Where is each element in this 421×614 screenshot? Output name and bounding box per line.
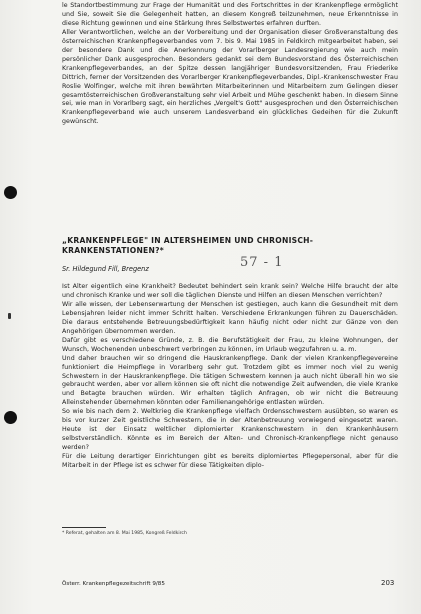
- paragraph: Dafür gibt es verschiedene Gründe, z. B. die Berufstätigkeit der Frau, zu kleine Wohnungen, der Wunsch, Wochenenden unbeschwert verbringen zu können, im Urlaub wegzufahren u. a. m.: [62, 336, 398, 353]
- article-body: [62, 283, 398, 471]
- paragraph: le Standortbestimmung zur Frage der Humanität und des Fortschrittes in der Krankenpflege ermöglicht und Sie, soweit Sie die Gelegenheit hatten, an diesem Kongreß teilzunehmen, neue Erkenntnisse in diese Richtung gewinnen und eine Stärkung Ihres Selbstwertes erfahren durften.: [62, 2, 398, 27]
- paragraph: So wie bis nach dem 2. Weltkrieg die Krankenpflege vielfach Ordensschwestern ausübten, so waren es bis vor kurzer Zeit geistliche Schwestern, die in der Altenbetreuung vorwiegend eingesetzt waren. Heute ist der Einsatz weltlicher diplomierter Krankenschwestern in den Krankenhäusern selbstverständlich. Könnte es im Bereich der Alten- und Chronisch-Krankenpflege nicht genauso werden?: [62, 408, 398, 452]
- journal-footer: Österr. Krankenpflegezeitschrift 9/85: [62, 581, 165, 587]
- footnote: * Referat, gehalten am 8. Mai 1985, Kongreß Feldkirch: [62, 531, 187, 536]
- paragraph: Und daher brauchen wir so dringend die Hauskrankenpflege. Dank der vielen Krankenpflegevereine funktioniert die Heimpflege in Vorarlberg sehr gut. Trotzdem gibt es immer noch viel zu wenig Schwestern in der Hauskrankenpflege. Die tätigen Schwestern kennen ja auch nicht überall hin wo sie gebraucht werden, aber vor allem können sie oft nicht die notwendige Zeit aufwenden, die viele Kranke und Betagte brauchen würden. Wir erhalten täglich Anfragen, ob wir nicht die Betreuung Alleinstehender übernehmen könnten oder Familienangehörige entlasten würden.: [62, 354, 398, 407]
- paragraph: Ist Alter eigentlich eine Krankheit? Bedeutet behindert sein krank sein? Welche Hilfe braucht der alte und chronisch Kranke und wer soll die täglichen Dienste und Hilfen an diesen Menschen verrichten?: [62, 283, 398, 299]
- margin-mark: [8, 313, 11, 319]
- article-author: Sr. Hildegund Fill, Bregenz: [62, 265, 149, 273]
- article-heading: „KRANKENPFLEGE" IN ALTERSHEIMEN UND CHRONISCH-KRANKENSTATIONEN?*: [62, 236, 314, 256]
- paragraph: Wir alle wissen, der Lebenserwartung der Menschen ist gestiegen, auch kann die Gesundheit mit dem Lebensjahren leider nicht immer Schritt halten. Verschiedene Erkrankungen führen zu Dauerschäden. Die daraus entstehende Betreuungsbedürftigkeit kann häufig nicht oder nicht zur Gänze von den Angehörigen übernommen werden.: [62, 300, 398, 335]
- page-number: 203: [381, 579, 395, 587]
- paragraph: Aller Verantwortlichen, welche an der Vorbereitung und der Organisation dieser Großveranstaltung des österreichischen Krankenpflegeverbandes vom 7. bis 9. Mai 1985 in Feldkirch mitgearbeitet haben, sei der besondere Dank und die Anerkennung der Vorarlberger Landesregierung wie auch mein persönlicher Dank ausgesprochen. Besonders gedankt sei dem Bundesvorstand des Österreichischen Krankenpflegeverbandes, an der Spitze dessen langjähriger Bundesvorsitzenden, Frau Friederike Dittrich, ferner der Vorsitzenden des Vorarlberger Krankenpflegeverbandes, Dipl.-Krankenschwester Frau Roslie Wolfinger, welche mit ihren bewährten Mitarbeiterinnen und Mitarbeitern zum Gelingen dieser gesamtösterreichischen Großveranstaltung sehr viel Arbeit und Mühe geschenkt haben. In diesem Sinne sei, wie man in Vorarlberg sagt, ein herzliches „Vergelt's Gott" ausgesprochen und den Österreichischen Krankenpflegeverband wie auch unserem Landesverband ein glückliches Gedeihen für die Zukunft gewünscht.: [62, 28, 398, 126]
- handwritten-note: 57 - 1: [240, 255, 284, 270]
- paragraph: Für die Leitung derartiger Einrichtungen gibt es bereits diplomiertes Pflegepersonal, aber für die Mitarbeit in der Pflege ist es schwer für diese Tätigkeiten diplo-: [62, 453, 398, 470]
- article-continuation: [62, 2, 398, 127]
- punch-hole: [4, 411, 17, 424]
- footnote-divider: [62, 527, 106, 528]
- punch-hole: [4, 186, 17, 199]
